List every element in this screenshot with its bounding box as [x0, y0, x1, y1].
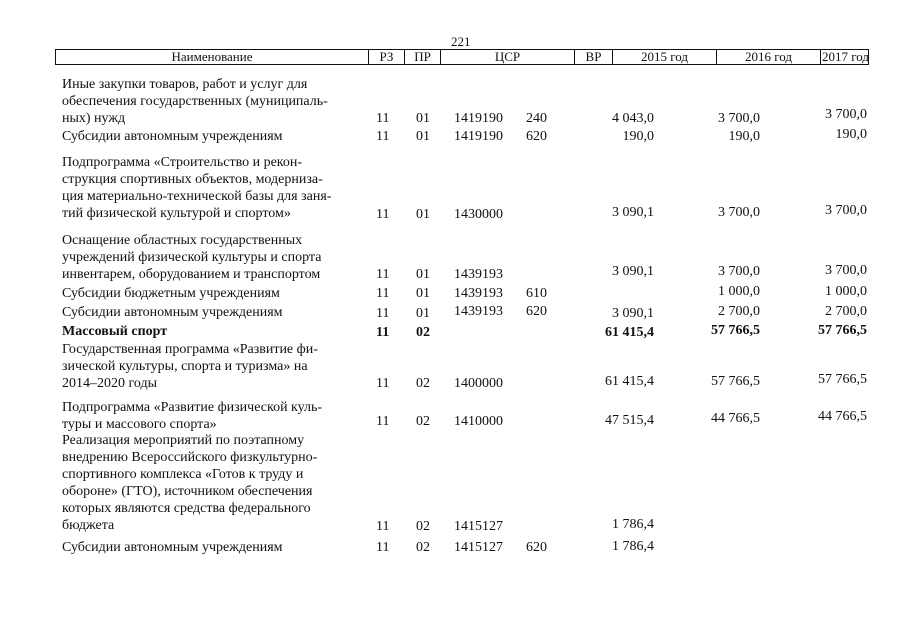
row-vr: 620	[526, 540, 547, 555]
row-csr: 1439193	[454, 304, 503, 319]
row-rz: 11	[376, 129, 390, 144]
row-rz: 11	[376, 267, 390, 282]
row-vr: 240	[526, 111, 547, 126]
row-name: Субсидии автономным учреждениям	[62, 305, 283, 320]
table-row	[0, 432, 905, 535]
table-row	[0, 538, 905, 556]
row-name: Субсидии автономным учреждениям	[62, 129, 283, 144]
header-rz: РЗ	[368, 50, 404, 64]
row-csr: 1400000	[454, 376, 503, 391]
row-name: Субсидии бюджетным учреждениям	[62, 286, 280, 301]
header-2015: 2015 год	[612, 50, 716, 64]
row-csr: 1415127	[454, 540, 503, 555]
row-pr: 01	[416, 129, 430, 144]
table-row	[0, 76, 905, 127]
row-2016: 190,0	[728, 129, 760, 144]
row-pr: 02	[416, 325, 430, 340]
row-2015: 3 090,1	[612, 306, 654, 321]
row-2015: 1 786,4	[612, 517, 654, 532]
row-2015: 3 090,1	[612, 264, 654, 279]
table-row	[0, 322, 905, 341]
row-2016: 44 766,5	[711, 411, 760, 426]
row-rz: 11	[376, 306, 390, 321]
row-csr: 1439193	[454, 286, 503, 301]
row-pr: 01	[416, 286, 430, 301]
table-row	[0, 303, 905, 322]
row-2016: 3 700,0	[718, 205, 760, 220]
header-name: Наименование	[171, 49, 253, 64]
row-csr: 1430000	[454, 207, 503, 222]
row-name: Подпрограмма «Строительство и рекон- струкция спортивных объектов, модерниза- ция материально-технической базы для заня- тий физической культурой и спортом»	[62, 155, 332, 221]
row-2017: 190,0	[835, 127, 867, 142]
header-2016: 2016 год	[716, 50, 820, 64]
row-2017: 3 700,0	[825, 203, 867, 218]
page-number: 221	[451, 34, 471, 49]
row-vr: 610	[526, 286, 547, 301]
row-csr: 1419190	[454, 129, 503, 144]
row-2015: 1 786,4	[612, 539, 654, 554]
table-row	[0, 341, 905, 392]
row-rz: 11	[376, 540, 390, 555]
row-rz: 11	[376, 414, 390, 429]
row-name: Подпрограмма «Развитие физической куль- туры и массового спорта»	[62, 400, 323, 432]
row-2016: 1 000,0	[718, 284, 760, 299]
row-pr: 01	[416, 267, 430, 282]
row-rz: 11	[376, 325, 390, 340]
row-2017: 57 766,5	[818, 323, 867, 338]
row-name: Оснащение областных государственных учреждений физической культуры и спорта инвентарем, оборудованием и транспортом	[62, 233, 322, 282]
row-2015: 61 415,4	[605, 325, 654, 340]
row-name: Иные закупки товаров, работ и услуг для обеспечения государственных (муниципаль- ных) нужд	[62, 77, 328, 126]
header-csr: ЦСР	[440, 50, 574, 64]
row-csr: 1419190	[454, 111, 503, 126]
row-csr: 1410000	[454, 414, 503, 429]
row-vr: 620	[526, 129, 547, 144]
row-2016: 2 700,0	[718, 304, 760, 319]
row-rz: 11	[376, 376, 390, 391]
row-2017: 3 700,0	[825, 263, 867, 278]
row-name: Государственная программа «Развитие фи- зической культуры, спорта и туризма» на 2014–2020 годы	[62, 342, 318, 391]
table-row	[0, 284, 905, 302]
header-pr: ПР	[404, 50, 440, 64]
row-name: Реализация мероприятий по поэтапному внедрению Всероссийского физкультурно- спортивного комплекса «Готов к труду и обороне» (ГТО), источником обеспечения которых являются средства федерального бюджета	[62, 433, 318, 533]
row-2017: 3 700,0	[825, 107, 867, 122]
row-2015: 190,0	[622, 129, 654, 144]
header-vr: ВР	[574, 50, 612, 64]
row-2016: 3 700,0	[718, 111, 760, 126]
row-2016: 57 766,5	[711, 374, 760, 389]
row-name: Массовый спорт	[62, 324, 168, 339]
row-2015: 61 415,4	[605, 374, 654, 389]
table-row	[0, 154, 905, 223]
row-2015: 4 043,0	[612, 111, 654, 126]
row-pr: 02	[416, 376, 430, 391]
row-rz: 11	[376, 111, 390, 126]
row-rz: 11	[376, 519, 390, 534]
row-2016: 57 766,5	[711, 323, 760, 338]
row-pr: 02	[416, 519, 430, 534]
row-csr: 1439193	[454, 267, 503, 282]
row-csr: 1415127	[454, 519, 503, 534]
row-2016: 3 700,0	[718, 264, 760, 279]
row-pr: 01	[416, 207, 430, 222]
row-vr: 620	[526, 304, 547, 319]
row-pr: 01	[416, 306, 430, 321]
row-rz: 11	[376, 207, 390, 222]
row-2015: 3 090,1	[612, 205, 654, 220]
table-row	[0, 128, 905, 145]
row-2015: 47 515,4	[605, 413, 654, 428]
row-2017: 57 766,5	[818, 372, 867, 387]
header-2017: 2017 год	[822, 49, 869, 64]
row-2017: 2 700,0	[825, 304, 867, 319]
row-2017: 1 000,0	[825, 284, 867, 299]
table-row	[0, 232, 905, 283]
row-name: Субсидии автономным учреждениям	[62, 540, 283, 555]
row-rz: 11	[376, 286, 390, 301]
row-2017: 44 766,5	[818, 409, 867, 424]
row-pr: 02	[416, 540, 430, 555]
row-pr: 02	[416, 414, 430, 429]
table-row	[0, 399, 905, 433]
row-pr: 01	[416, 111, 430, 126]
